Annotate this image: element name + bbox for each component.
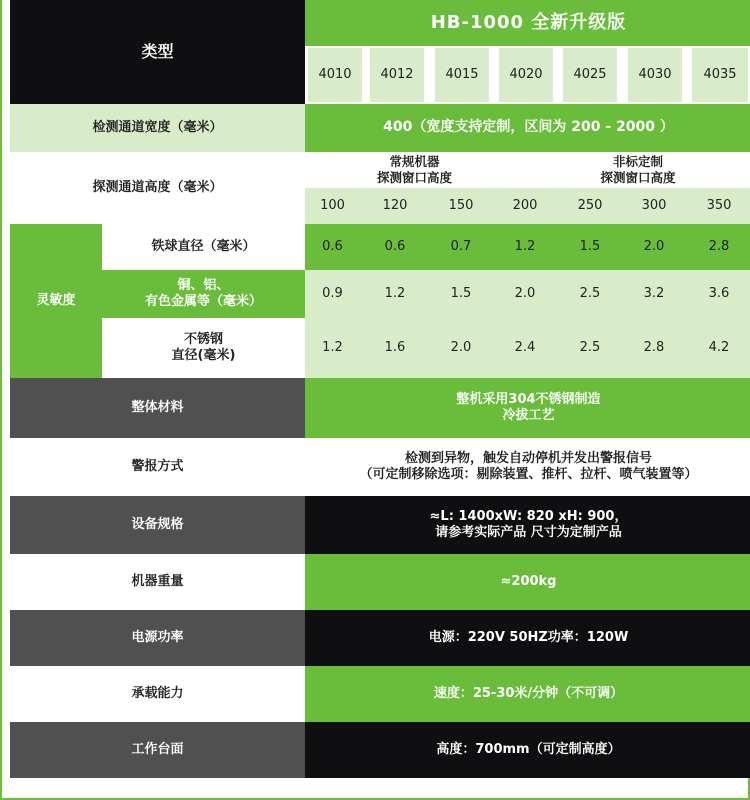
stainless-value: 1.2 — [322, 339, 343, 355]
weight-label: 机器重量 — [10, 554, 305, 610]
iron-value: 2.0 — [643, 238, 665, 254]
spec-label: 设备规格 — [10, 496, 305, 554]
model-4012: 4012 — [370, 48, 424, 102]
model-4025: 4025 — [563, 48, 617, 102]
table-height-label: 工作台面 — [10, 722, 305, 778]
power-value: 电源：220V 50HZ功率：120W — [305, 610, 750, 666]
alarm-label: 警报方式 — [10, 438, 305, 496]
model-4030: 4030 — [628, 48, 682, 102]
stainless-value: 1.6 — [384, 339, 406, 355]
nonferrous-label: 铜、铝、 有色金属等（毫米） — [102, 270, 305, 318]
material-value: 整机采用304不锈钢制造 冷拔工艺 — [305, 378, 750, 438]
nonferrous-value: 3.6 — [708, 285, 730, 301]
stainless-label: 不锈钢 直径(毫米) — [102, 318, 305, 378]
model-4035: 4035 — [692, 48, 748, 102]
product-title: HB-1000 全新升级版 — [305, 0, 750, 46]
nonferrous-value: 1.2 — [384, 285, 406, 301]
height-value: 150 — [448, 197, 474, 213]
height-value: 300 — [641, 197, 667, 213]
nonferrous-value: 0.9 — [322, 285, 343, 301]
sensitivity-label: 灵敏度 — [10, 224, 102, 378]
stainless-value: 2.0 — [450, 339, 472, 355]
iron-label: 铁球直径（毫米） — [102, 224, 305, 270]
model-4020: 4020 — [499, 48, 553, 102]
nonferrous-value: 2.0 — [514, 285, 536, 301]
stainless-value: 2.8 — [643, 339, 665, 355]
stainless-value: 2.4 — [514, 339, 536, 355]
stainless-value: 4.2 — [708, 339, 730, 355]
model-4015: 4015 — [435, 48, 489, 102]
channel-width-label: 检测通道宽度（毫米） — [10, 104, 305, 152]
iron-value: 0.6 — [384, 238, 406, 254]
height-value: 350 — [706, 197, 732, 213]
table-height-value: 高度：700mm（可定制高度） — [305, 722, 750, 778]
height-value: 200 — [512, 197, 538, 213]
weight-value: ≈200kg — [305, 554, 750, 610]
nonferrous-value: 3.2 — [643, 285, 665, 301]
speed-value: 速度：25-30米/分钟（不可调） — [305, 666, 750, 722]
nonferrous-value: 2.5 — [579, 285, 601, 301]
power-label: 电源功率 — [10, 610, 305, 666]
iron-value: 0.6 — [322, 238, 343, 254]
custom-window-label: 非标定制 探测窗口高度 — [524, 152, 750, 188]
nonferrous-value: 1.5 — [450, 285, 472, 301]
iron-value: 1.2 — [514, 238, 536, 254]
channel-width-value: 400（宽度支持定制，区间为 200 - 2000 ） — [305, 104, 750, 152]
speed-label: 承载能力 — [10, 666, 305, 722]
alarm-value: 检测到异物，触发自动停机并发出警报信号 （可定制移除选项：剔除装置、推杆、拉杆、喷气装置等） — [305, 438, 750, 496]
material-label: 整体材料 — [10, 378, 305, 438]
standard-window-label: 常规机器 探测窗口高度 — [305, 152, 524, 188]
stainless-value: 2.5 — [579, 339, 601, 355]
iron-value: 2.8 — [708, 238, 730, 254]
type-label: 类型 — [10, 0, 305, 104]
iron-value: 0.7 — [450, 238, 472, 254]
height-value: 250 — [577, 197, 603, 213]
model-4010: 4010 — [308, 48, 362, 102]
spec-value: ≈L: 1400xW: 820 xH: 900， 请参考实际产品 尺寸为定制产品 — [305, 496, 750, 554]
iron-value: 1.5 — [579, 238, 601, 254]
height-value: 100 — [320, 197, 345, 213]
channel-height-label: 探测通道高度（毫米） — [10, 152, 305, 224]
height-value: 120 — [382, 197, 408, 213]
